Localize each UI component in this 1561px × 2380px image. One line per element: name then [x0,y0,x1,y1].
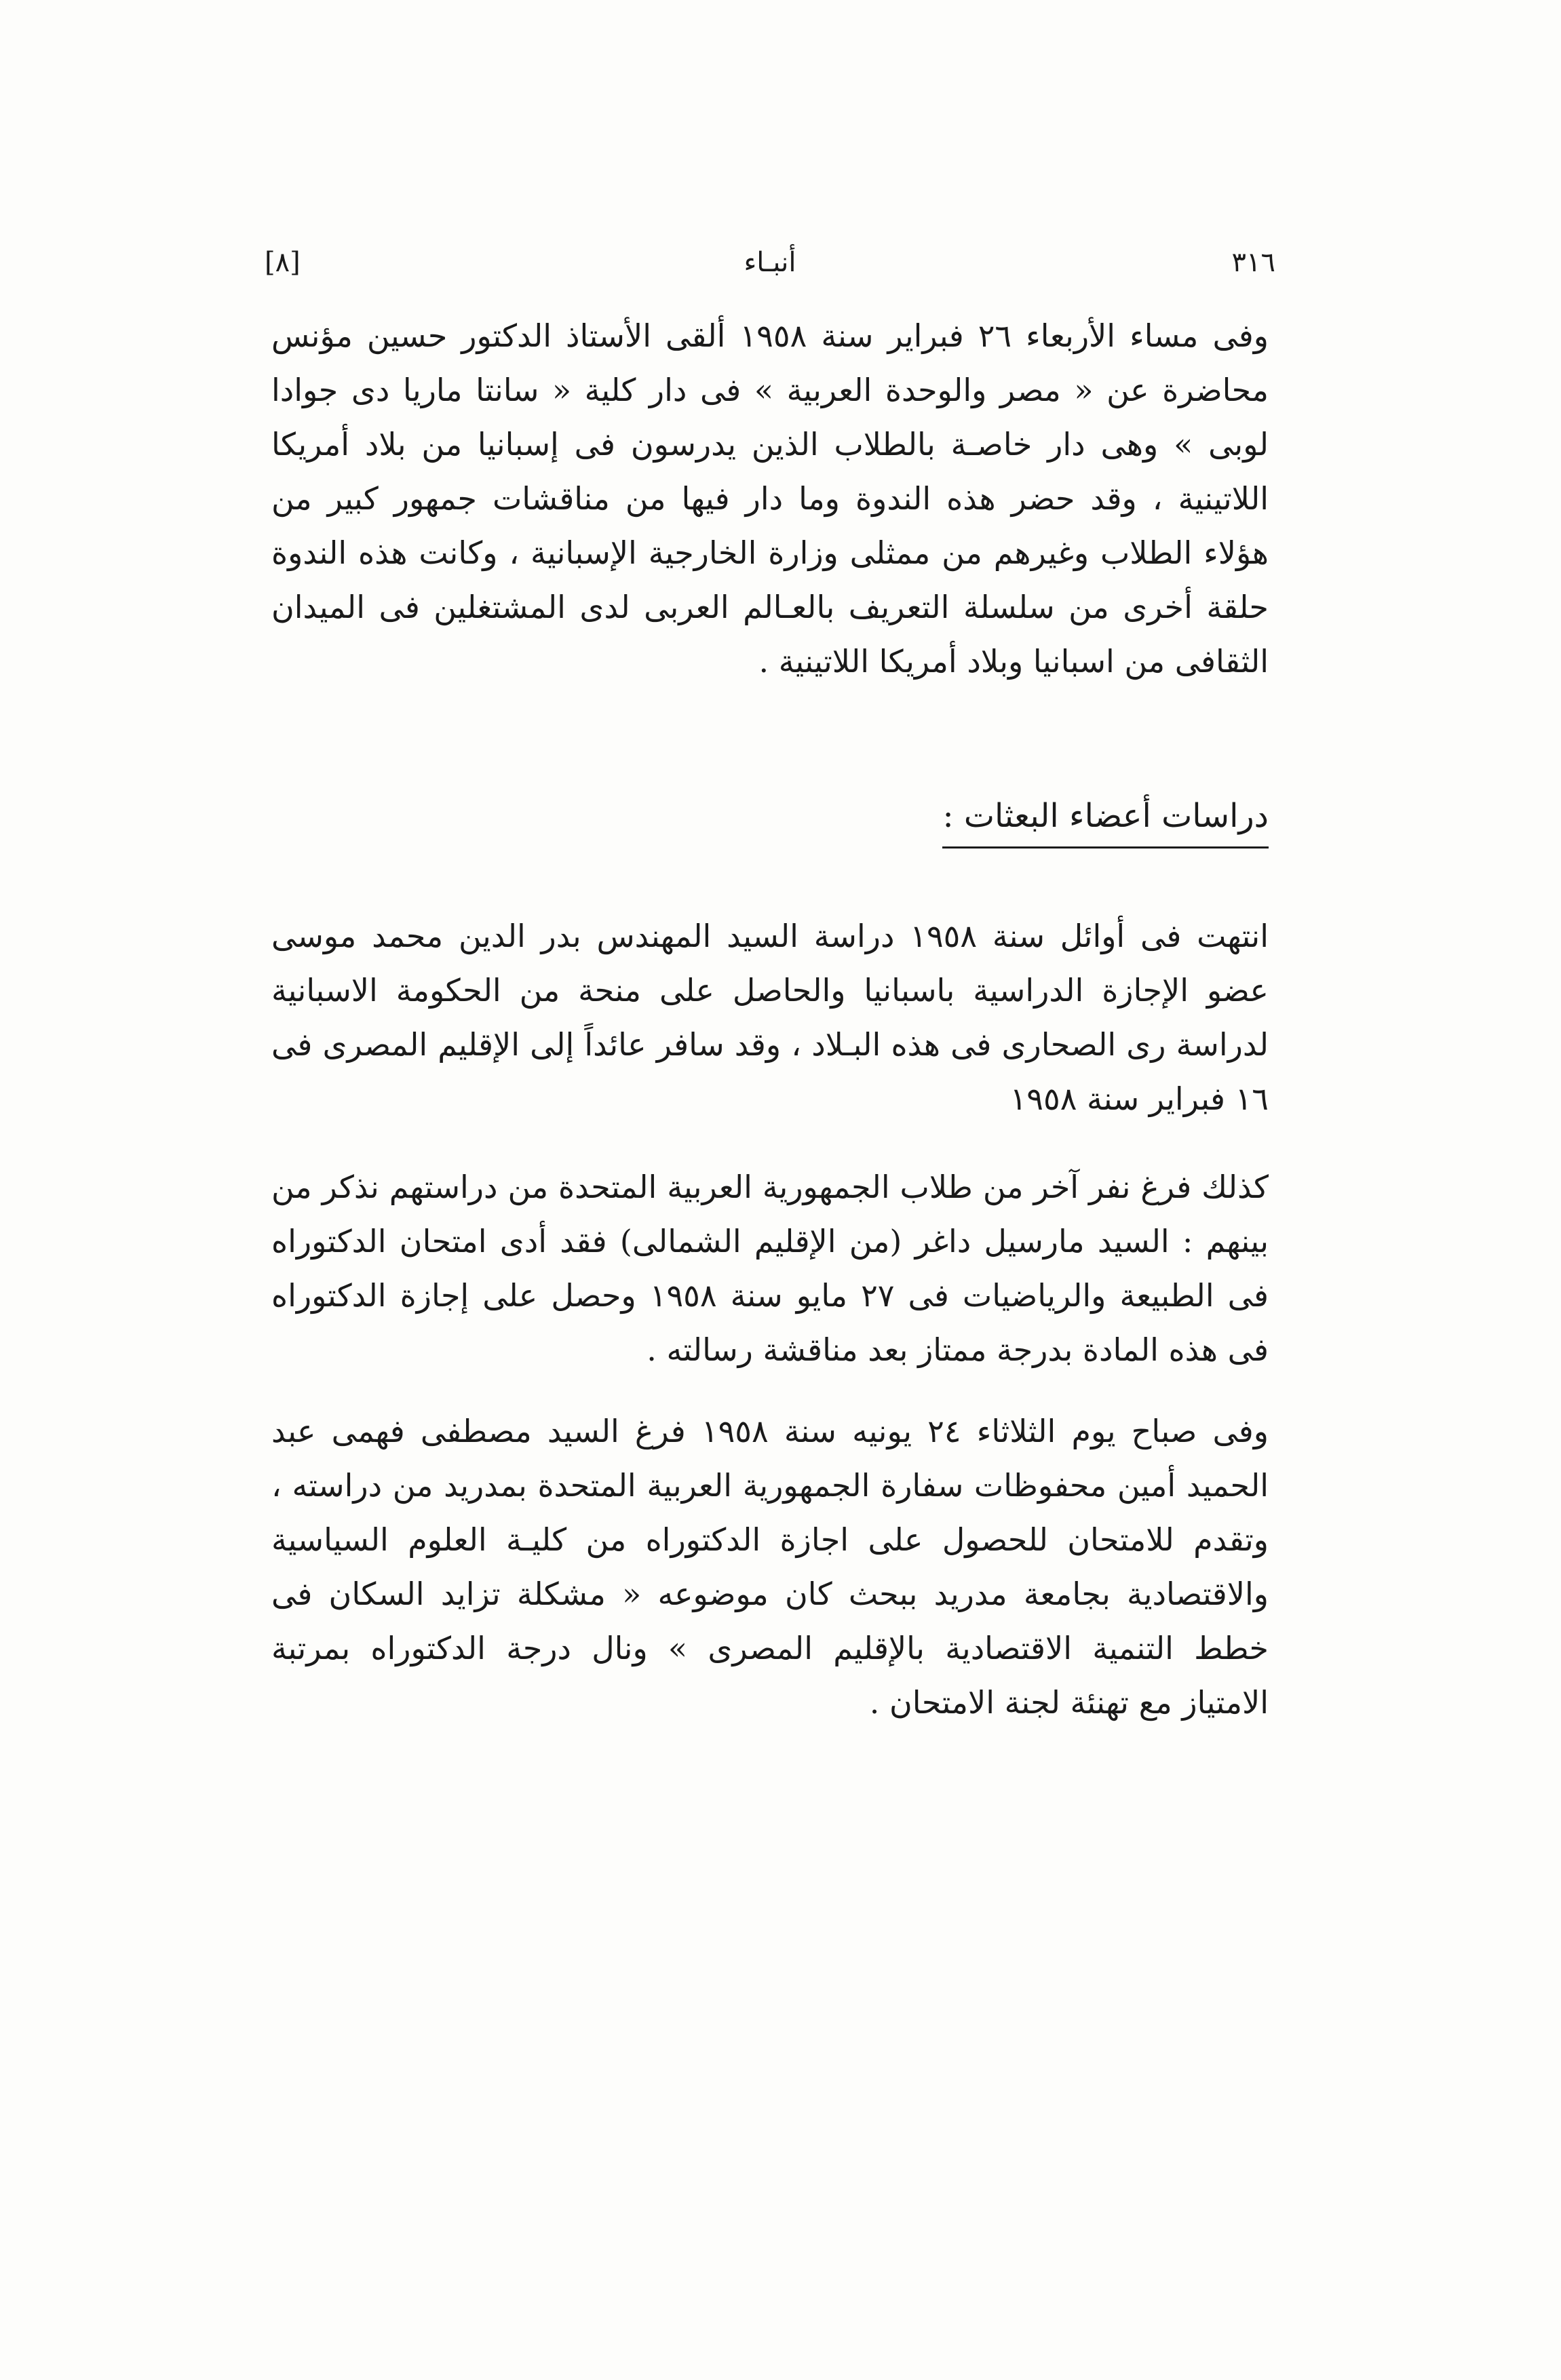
section-heading: دراسات أعضاء البعثات : [942,792,1269,848]
paragraph-text: كذلك فرغ نفر آخر من طلاب الجمهورية العربية المتحدة من دراستهم نذكر من بينهم : السيد مارسيل داغر (من الإقليم الشمالى) فقد أدى امتحان الدكتوراه فى الطبيعة والرياضيات فى ٢٧ مايو سنة ١٩٥٨ وحصل على إجازة الدكتوراه فى هذه المادة بدرجة ممتاز بعد مناقشة رسالته . [271,1169,1269,1368]
paragraph-mostafa-fahmy [271,1404,1269,1730]
paragraph-text: انتهت فى أوائل سنة ١٩٥٨ دراسة السيد المهندس بدر الدين محمد موسى عضو الإجازة الدراسية باسبانيا والحاصل على منحة من الحكومة الاسبانية لدراسة رى الصحارى فى هذه البـلاد ، وقد سافر عائداً إلى الإقليم المصرى فى ١٦ فبراير سنة ١٩٥٨ [271,918,1269,1117]
paragraph-badr-eldin [271,909,1269,1126]
paragraph-lecture [271,309,1269,688]
paragraph-text: وفى صباح يوم الثلاثاء ٢٤ يونيه سنة ١٩٥٨ فرغ السيد مصطفى فهمى عبد الحميد أمين محفوظات سفارة الجمهورية العربية المتحدة بمدريد من دراسته ، وتقدم للامتحان للحصول على اجازة الدكتوراه من كليـة العلوم السياسية والاقتصادية بجامعة مدريد ببحث كان موضوعه « مشكلة تزايد السكان فى خطط التنمية الاقتصادية بالإقليم المصرى » ونال درجة الدكتوراه بمرتبة الامتياز مع تهنئة لجنة الامتحان . [271,1413,1269,1721]
page-header [265,239,1275,286]
issue-number: [٨] [265,247,301,278]
page-number: ٣١٦ [1231,247,1275,278]
paragraph-text: وفى مساء الأربعاء ٢٦ فبراير سنة ١٩٥٨ ألقى الأستاذ الدكتور حسين مؤنس محاضرة عن « مصر والوحدة العربية » فى دار كلية « سانتا ماريا دى جوادا لوبى » وهى دار خاصـة بالطلاب الذين يدرسون فى إسبانيا من بلاد أمريكا اللاتينية ، وقد حضر هذه الندوة وما دار فيها من مناقشات جمهور كبير من هؤلاء الطلاب وغيرهم من ممثلى وزارة الخارجية الإسبانية ، وكانت هذه الندوة حلقة أخرى من سلسلة التعريف بالعـالم العربى لدى المشتغلين فى الميدان الثقافى من اسبانيا وبلاد أمريكا اللاتينية . [271,317,1269,680]
running-title: أنبـاء [744,247,796,278]
paragraph-marcel-dagher [271,1160,1269,1377]
